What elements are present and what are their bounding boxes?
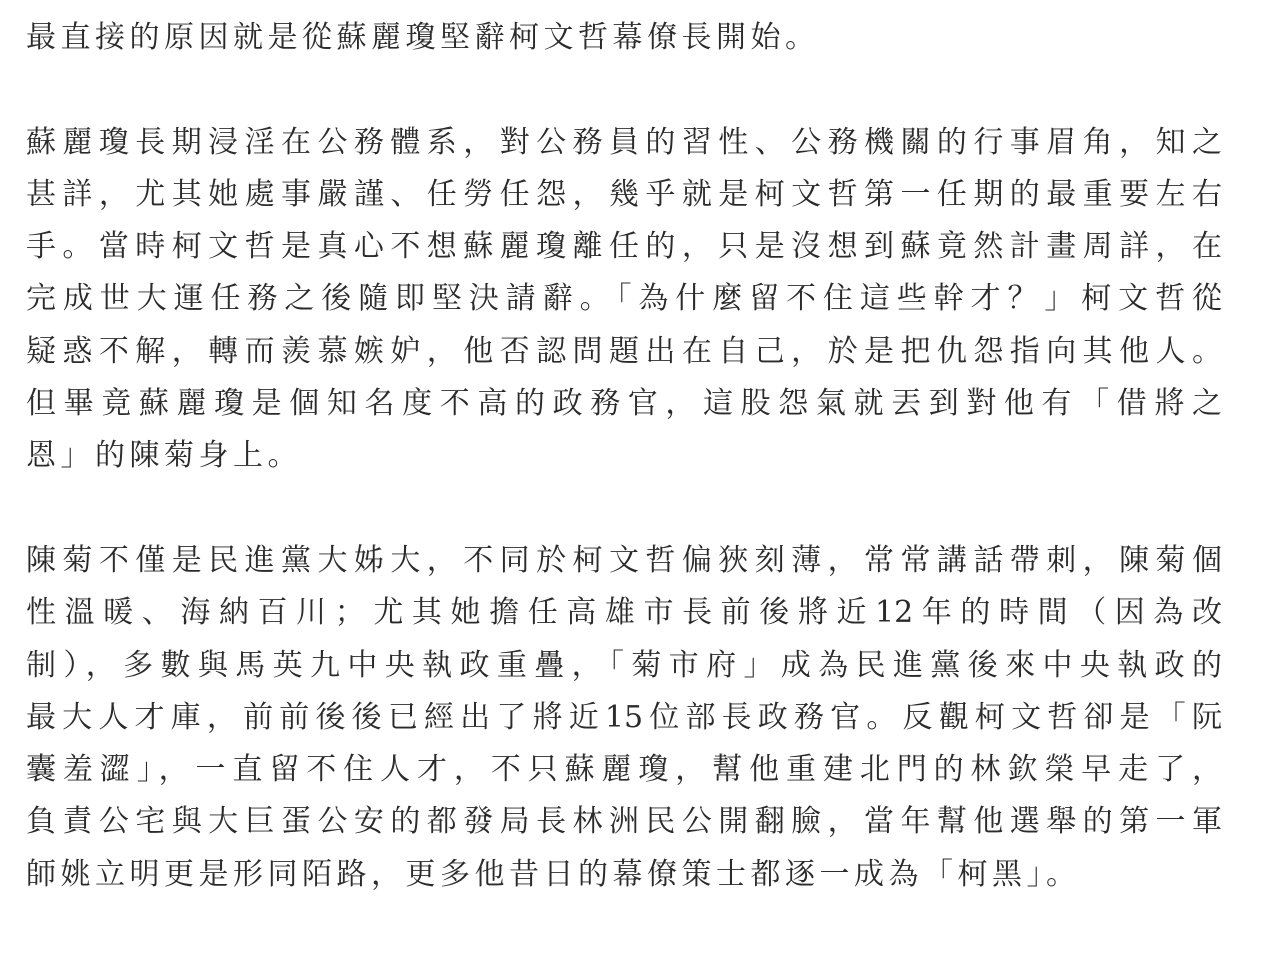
text-line: 蘇麗瓊長期浸淫在公務體系，對公務員的習性、公務機關的行事眉角，知之 [26,124,1222,160]
text-line: 囊羞澀」，一直留不住人才，不只蘇麗瓊，幫他重建北門的林欽榮早走了， [26,752,1222,788]
text-line: 最大人才庫，前前後後已經出了將近15位部長政務官。反觀柯文哲卻是「阮 [26,699,1222,735]
paragraph-3 [26,535,1222,901]
text-line: 性溫暖、海納百川；尤其她擔任高雄市長前後將近12年的時間（因為改 [26,595,1222,631]
text-line: 恩」的陳菊身上。 [26,438,302,474]
paragraph-1 [26,12,1222,64]
text-line: 制），多數與馬英九中央執政重疊，「菊市府」成為民進黨後來中央執政的 [26,647,1222,683]
text-line: 負責公宅與大巨蛋公安的都發局長林洲民公開翻臉，當年幫他選舉的第一軍 [26,804,1222,840]
text-line: 完成世大運任務之後隨即堅決請辭。「為什麼留不住這些幹才？」柯文哲從 [26,281,1222,317]
article-body [26,12,1222,953]
text-line: 疑惑不解，轉而羨慕嫉妒，他否認問題出在自己，於是把仇怨指向其他人。 [26,333,1222,369]
paragraph-2 [26,117,1222,483]
text-line: 但畢竟蘇麗瓊是個知名度不高的政務官，這股怨氣就丟到對他有「借將之 [26,386,1222,422]
text-line: 手。當時柯文哲是真心不想蘇麗瓊離任的，只是沒想到蘇竟然計畫周詳，在 [26,229,1222,265]
text-line: 陳菊不僅是民進黨大姊大，不同於柯文哲偏狹刻薄，常常講話帶刺，陳菊個 [26,542,1222,578]
text-line: 甚詳，尤其她處事嚴謹、任勞任怨，幾乎就是柯文哲第一任期的最重要左右 [26,176,1222,212]
text-line: 最直接的原因就是從蘇麗瓊堅辭柯文哲幕僚長開始。 [26,20,820,55]
text-line: 師姚立明更是形同陌路，更多他昔日的幕僚策士都逐一成為「柯黑」。 [26,856,1081,892]
